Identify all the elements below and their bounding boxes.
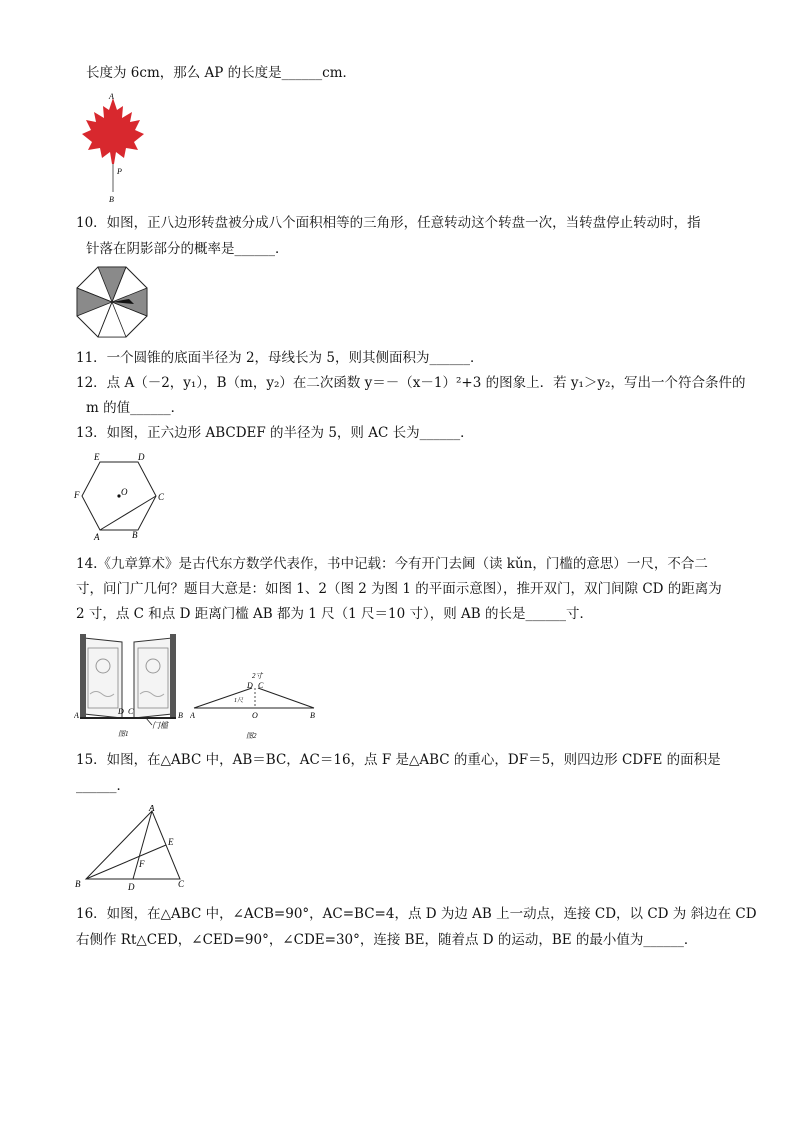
fig2-label-c: C: [258, 681, 264, 690]
maple-leaf-figure: [78, 92, 148, 208]
q14-line1: 14.《九章算术》是古代东方数学代表作，书中记载：今有开门去阃（读 kǔn，门槛的意思）一尺，不合二: [76, 556, 708, 572]
fig2-label-o: O: [252, 711, 258, 720]
tri-label-b: B: [75, 879, 81, 889]
tri-label-f: F: [139, 859, 145, 869]
fig2-label-b: B: [310, 711, 315, 720]
q12-line1: 12．点 A（－2，y₁），B（m，y₂）在二次函数 y＝－（x－1）²+3 的图象上．若 y₁＞y₂，写出一个符合条件的: [76, 375, 746, 391]
fig2-label-a: A: [190, 711, 195, 720]
fig1-label-a: A: [74, 711, 79, 720]
q12-line2: m 的值______．: [86, 400, 185, 416]
fig1-label-c: C: [128, 707, 134, 716]
leaf-label-p: P: [117, 167, 122, 176]
hex-label-b: B: [132, 530, 138, 540]
fig2-caption: 图2: [246, 732, 257, 740]
tri-label-a: A: [149, 805, 155, 813]
q10-line1: 10．如图，正八边形转盘被分成八个面积相等的三角形，任意转动这个转盘一次，当转盘停止转动时，指: [76, 215, 701, 231]
hex-label-f: F: [74, 490, 80, 500]
fig2-ruler-label: 1尺: [234, 698, 244, 704]
fig1-caption: 图1: [118, 730, 129, 738]
hex-label-c: C: [158, 492, 165, 502]
tri-label-c: C: [178, 879, 185, 889]
q9-text: 长度为 6cm，那么 AP 的长度是______cm．: [86, 65, 357, 81]
tri-label-e: E: [168, 837, 174, 847]
hexagon-figure: [70, 450, 170, 546]
q10-line2: 针落在阴影部分的概率是______．: [86, 241, 289, 257]
q14-line2: 寸，问门广几何？题目大意是：如图 1、2（图 2 为图 1 的平面示意图），推开双门，双门间隙 CD 的距离为: [76, 581, 722, 597]
q16-line2: 右侧作 Rt△CED，∠CED=90°，∠CDE=30°，连接 BE，随着点 D 的运动，BE 的最小值为______．: [76, 932, 698, 948]
q14-line3: 2 寸，点 C 和点 D 距离门槛 AB 都为 1 尺（1 尺＝10 寸），则 AB 的长是______寸．: [76, 606, 593, 622]
leaf-label-a: A: [109, 92, 114, 101]
fig2-gap-label: 2寸: [252, 672, 263, 680]
q15-line2: ______．: [76, 778, 130, 794]
q15-line1: 15．如图，在△ABC 中，AB＝BC，AC＝16，点 F 是△ABC 的重心，DF＝5，则四边形 CDFE 的面积是: [76, 752, 721, 768]
fig1-label-d: D: [118, 707, 124, 716]
tri-label-d: D: [128, 882, 135, 892]
q13-line1: 13．如图，正六边形 ABCDEF 的半径为 5，则 AC 长为______．: [76, 425, 474, 441]
triangle-figure: [72, 805, 192, 897]
octagon-spinner-figure: [74, 264, 150, 344]
fig1-label-b: B: [178, 711, 183, 720]
fig1-sill-label: 门槛: [152, 721, 168, 730]
hex-label-a: A: [94, 532, 100, 542]
hex-label-d: D: [138, 452, 145, 462]
maple-leaf-icon: [82, 98, 144, 164]
hex-label-o: O: [121, 487, 128, 497]
fig2-label-d: D: [247, 681, 253, 690]
q11-line1: 11．一个圆锥的底面半径为 2，母线长为 5，则其侧面积为______．: [76, 350, 484, 366]
door-figure-2: [190, 668, 320, 746]
door-figure-1: [74, 632, 184, 744]
leaf-label-b: B: [109, 195, 114, 204]
q16-line1: 16．如图，在△ABC 中，∠ACB=90°，AC=BC=4，点 D 为边 AB 上一动点，连接 CD，以 CD 为 斜边在 CD: [76, 906, 757, 922]
hex-label-e: E: [94, 452, 100, 462]
